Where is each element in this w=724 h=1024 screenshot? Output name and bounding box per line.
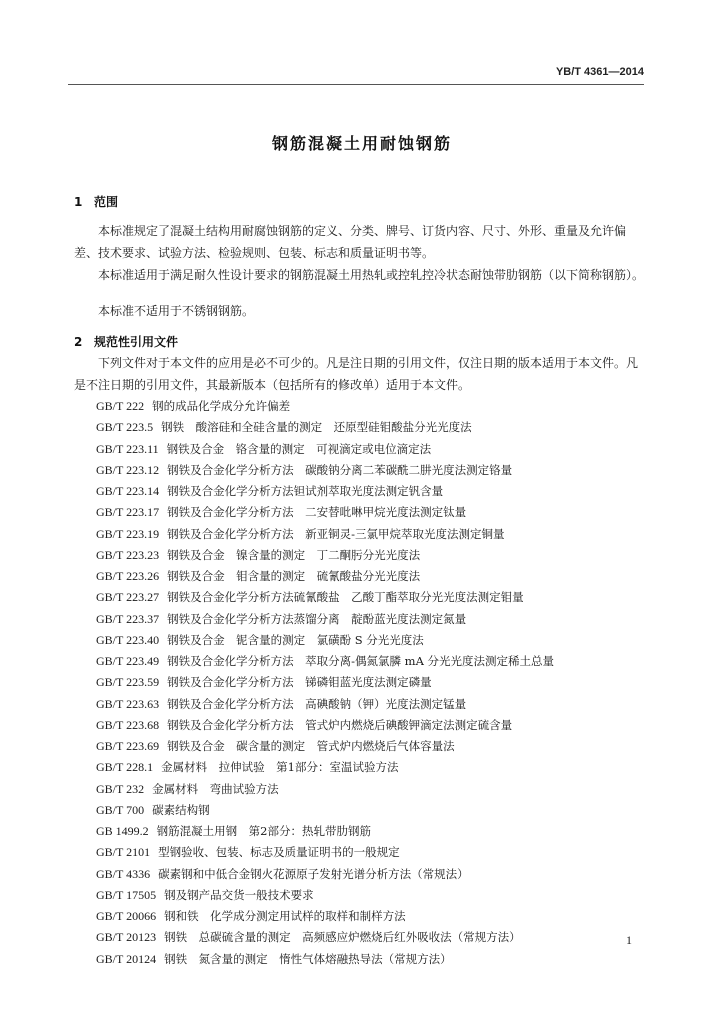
reference-title: 碳素钢和中低合金钢火花源原子发射光谱分析方法（常规法） [158,866,469,881]
header-rule [68,84,644,85]
reference-title: 钢铁及合金化学分析方法硫氰酸盐 乙酸丁酯萃取分光光度法测定钼量 [167,590,524,605]
reference-code: GB/T 223.19 [96,526,160,541]
reference-code: GB/T 223.11 [96,441,159,456]
normative-intro-paragraph: 下列文件对于本文件的应用是必不可少的。凡是注日期的引用文件，仅注日期的版本适用于本文件。凡是不注日期的引用文件，其最新版本（包括所有的修改单）适用于本文件。 [74,356,639,392]
reference-item [96,757,656,778]
reference-code: GB/T 20124 [96,951,157,966]
reference-title: 钢铁及合金化学分析方法 新亚铜灵-三氯甲烷萃取光度法测定铜量 [167,526,505,541]
reference-code: GB/T 223.5 [96,420,154,435]
reference-code: GB/T 228.1 [96,760,154,775]
reference-code: GB/T 223.27 [96,590,160,605]
reference-item [96,821,656,842]
reference-title: 钢铁及合金 碳含量的测定 管式炉内燃烧后气体容量法 [167,739,455,753]
reference-item [96,715,656,736]
document-title: 钢筋混凝土用耐蚀钢筋 [271,134,452,153]
reference-code: GB/T 223.63 [96,696,160,711]
reference-code: GB/T 223.59 [96,675,160,690]
reference-code: GB/T 2101 [96,845,151,860]
reference-title: 钢铁及合金化学分析方法 管式炉内燃烧后碘酸钾滴定法测定硫含量 [167,717,513,732]
standard-code: YB/T 4361—2014 [555,66,644,78]
reference-item [96,460,656,481]
reference-title: 钢筋混凝土用钢 第2部分：热轧带肋钢筋 [156,824,371,838]
reference-title: 钢铁及合金化学分析方法 锑磷钼蓝光度法测定磷量 [167,675,432,690]
section-2-heading [74,333,178,350]
reference-item [96,672,656,693]
reference-code: GB/T 223.14 [96,484,160,498]
reference-item [96,927,656,948]
reference-item [96,736,656,757]
reference-title: 型钢验收、包装、标志及质量证明书的一般规定 [158,845,400,860]
reference-title: 钢铁及合金 铬含量的测定 可视滴定或电位滴定法 [166,441,432,456]
reference-code: GB/T 222 [96,399,145,413]
reference-title: 钢铁及合金 铌含量的测定 氯磺酚 S 分光光度法 [167,632,424,647]
reference-title: 钢铁 总碳硫含量的测定 高频感应炉燃烧后红外吸收法（常规方法） [164,930,521,945]
reference-title: 钢铁及合金 钼含量的测定 硫氰酸盐分光光度法 [167,569,421,583]
reference-item [96,545,656,566]
reference-item [96,524,656,545]
reference-item [96,842,656,863]
reference-code: GB/T 223.26 [96,569,160,583]
reference-title: 钢及钢产品交货一般技术要求 [164,887,314,902]
reference-code: GB/T 20123 [96,930,157,945]
reference-item [96,630,656,651]
scope-paragraph-2: 本标准适用于满足耐久性设计要求的钢筋混凝土用热轧或控轧控冷状态耐蚀带肋钢筋（以下简称钢筋）。 [98,268,645,282]
reference-title: 钢铁 酸溶硅和全硅含量的测定 还原型硅钼酸盐分光光度法 [161,420,472,435]
reference-title: 钢铁及合金化学分析方法 萃取分离-偶氮氯膦 mA 分光光度法测定稀土总量 [167,654,555,668]
reference-item [96,396,656,417]
section-number: 1 [74,195,83,209]
reference-title: 钢铁 氮含量的测定 惰性气体熔融热导法（常规方法） [164,951,452,966]
reference-item [96,587,656,608]
reference-code: GB/T 223.69 [96,739,160,753]
reference-code: GB/T 223.37 [96,611,160,626]
reference-item [96,949,656,970]
reference-item [96,609,656,630]
reference-code: GB/T 223.40 [96,632,160,647]
reference-item [96,566,656,587]
section-1-heading [74,193,118,210]
section-title: 范围 [94,195,119,209]
scope-paragraph-3: 本标准不适用于不锈钢钢筋。 [98,304,255,318]
reference-title: 钢的成品化学成分允许偏差 [152,399,291,413]
reference-item [96,417,656,438]
reference-code: GB/T 17505 [96,887,157,902]
reference-item [96,694,656,715]
reference-item [96,651,656,672]
reference-item [96,502,656,523]
reference-code: GB/T 700 [96,802,145,817]
page-number: 1 [626,933,632,947]
reference-code: GB/T 4336 [96,866,151,881]
reference-title: 钢铁及合金化学分析方法 高碘酸钠（钾）光度法测定锰量 [167,696,467,711]
reference-code: GB/T 232 [96,781,145,796]
reference-title: 钢铁及合金化学分析方法钽试剂萃取光度法测定钒含量 [167,484,444,498]
reference-code: GB 1499.2 [96,824,149,838]
reference-code: GB/T 223.23 [96,547,160,562]
reference-code: GB/T 223.12 [96,462,160,477]
reference-title: 钢铁及合金 镍含量的测定 丁二酮肟分光光度法 [167,547,421,562]
reference-item [96,864,656,885]
reference-title: 钢和铁 化学成分测定用试样的取样和制样方法 [164,909,406,923]
section-title: 规范性引用文件 [94,335,179,349]
reference-code: GB/T 20066 [96,909,157,923]
reference-code: GB/T 223.17 [96,505,160,520]
section-number: 2 [74,335,83,349]
reference-code: GB/T 223.68 [96,717,160,732]
reference-item [96,481,656,502]
reference-title: 金属材料 弯曲试验方法 [152,781,279,796]
reference-title: 钢铁及合金化学分析方法蒸馏分离 靛酚蓝光度法测定氮量 [167,611,467,626]
scope-paragraph-1: 本标准规定了混凝土结构用耐腐蚀钢筋的定义、分类、牌号、订货内容、尺寸、外形、重量及允许偏差、技术要求、试验方法、检验规则、包装、标志和质量证明书等。 [74,224,627,260]
reference-code: GB/T 223.49 [96,654,160,668]
reference-item [96,885,656,906]
reference-title: 金属材料 拉伸试验 第1部分：室温试验方法 [161,760,399,775]
reference-title: 碳素结构钢 [152,802,210,817]
reference-list [96,396,656,970]
reference-title: 钢铁及合金化学分析方法 碳酸钠分离二苯碳酰二肼光度法测定铬量 [167,462,513,477]
reference-item [96,439,656,460]
reference-title: 钢铁及合金化学分析方法 二安替吡啉甲烷光度法测定钛量 [167,505,467,520]
reference-item [96,800,656,821]
reference-item [96,779,656,800]
reference-item [96,906,656,927]
